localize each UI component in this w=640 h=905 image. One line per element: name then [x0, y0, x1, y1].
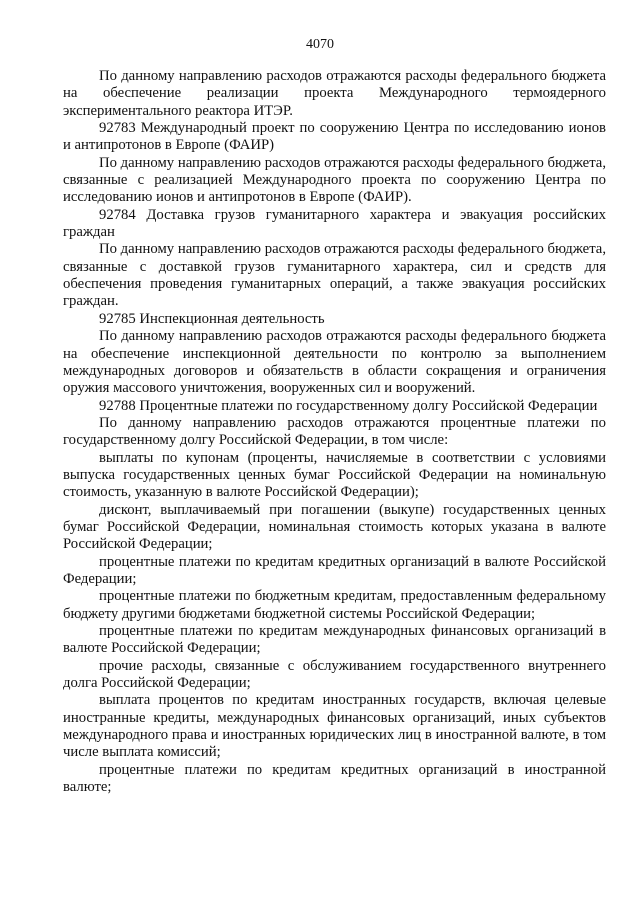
list-item-intl-finance-ruble: процентные платежи по кредитам международных финансовых организаций в валюте Российской Федерации;	[63, 623, 606, 657]
list-item-foreign-credits: выплата процентов по кредитам иностранных государств, включая целевые иностранные кредиты, международных финансовых организаций, иных субъектов международного права и иностранных юридических лиц в иностранной валюте, в том числе выплата комиссий;	[63, 692, 606, 761]
list-item-credit-org-foreign: процентные платежи по кредитам кредитных организаций в иностранной валюте;	[63, 761, 606, 796]
list-item-other-domestic-debt: прочие расходы, связанные с обслуживанием государственного внутреннего долга Российской Федерации;	[63, 657, 606, 692]
heading-92783: 92783 Международный проект по сооружению Центра по исследованию ионов и антипротонов в Европе (ФАИР)	[63, 120, 606, 154]
paragraph-fair-funding: По данному направлению расходов отражаются расходы федерального бюджета, связанные с реализацией Международного проекта по сооружению Центра по исследованию ионов и антипротонов в Европе (ФАИР).	[63, 154, 606, 206]
list-item-coupon-payments: выплаты по купонам (проценты, начисляемые в соответствии с условиями выпуска государственных ценных бумаг Российской Федерации на номинальную стоимость, указанную в валюте Российской Федерации);	[63, 449, 606, 501]
heading-92785: 92785 Инспекционная деятельность	[99, 310, 325, 327]
heading-92788: 92788 Процентные платежи по государственному долгу Российской Федерации	[99, 397, 598, 414]
paragraph-humanitarian-funding: По данному направлению расходов отражаются расходы федерального бюджета, связанные с доставкой грузов гуманитарного характера, сил и средств для обеспечения проведения гуманитарных операций, а также эвакуация российских граждан.	[63, 241, 606, 310]
heading-92784: 92784 Доставка грузов гуманитарного характера и эвакуация российских граждан	[63, 206, 606, 241]
page-number: 4070	[306, 37, 334, 52]
body-text	[63, 68, 606, 796]
paragraph-debt-interest-intro: По данному направлению расходов отражаются процентные платежи по государственному долгу Российской Федерации, в том числе:	[63, 414, 606, 449]
list-item-discount: дисконт, выплачиваемый при погашении (выкупе) государственных ценных бумаг Российской Федерации, номинальная стоимость которых указана в валюте Российской Федерации;	[63, 501, 606, 553]
list-item-credit-org-ruble: процентные платежи по кредитам кредитных организаций в валюте Российской Федерации;	[63, 553, 606, 587]
paragraph-inspection-funding: По данному направлению расходов отражаются расходы федерального бюджета на обеспечение инспекционной деятельности по контролю за выполнением международных договоров и обязательств в области сокращения и ограничения оружия массового уничтожения, вооруженных сил и вооружений.	[63, 328, 606, 397]
paragraph-iter-funding: По данному направлению расходов отражаются расходы федерального бюджета на обеспечение реализации проекта Международного термоядерного экспериментального реактора ИТЭР.	[63, 68, 606, 119]
list-item-budget-credits: процентные платежи по бюджетным кредитам, предоставленным федеральному бюджету другими бюджетами бюджетной системы Российской Федерации;	[63, 588, 606, 622]
